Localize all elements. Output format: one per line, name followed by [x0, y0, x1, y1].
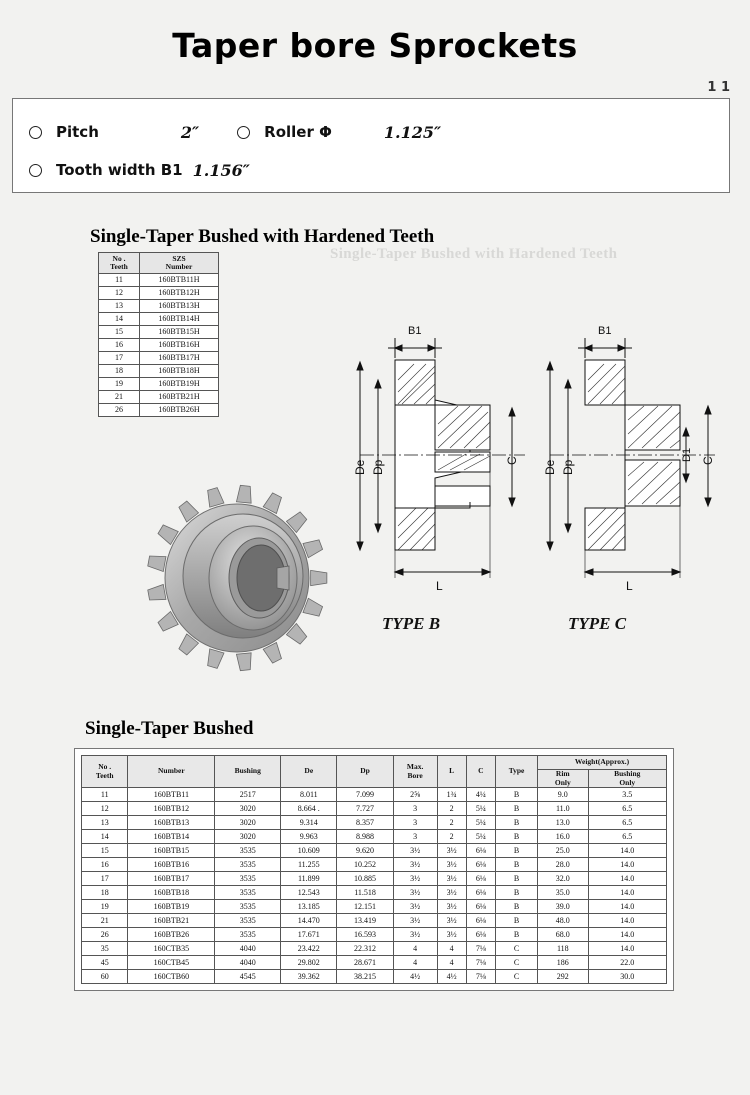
table-cell: 17.671: [281, 928, 337, 942]
table-cell: 18: [82, 886, 128, 900]
table-cell: 28.0: [538, 858, 588, 872]
spec-row-pitch-roller: [13, 113, 729, 151]
table-row: [82, 788, 667, 802]
table-cell: 6⅛: [466, 872, 495, 886]
table-cell: 9.0: [538, 788, 588, 802]
table-cell: 5¼: [466, 830, 495, 844]
table-cell: 14.0: [588, 928, 666, 942]
table-cell: 16: [99, 339, 140, 352]
table-cell: 3535: [215, 886, 281, 900]
table-cell: 160BTB13: [128, 816, 215, 830]
table-cell: 3½: [437, 928, 466, 942]
table-header-row-top: [82, 756, 667, 770]
table-cell: B: [496, 886, 538, 900]
table-cell: 3½: [393, 844, 437, 858]
table-cell: C: [496, 942, 538, 956]
table-cell: 14.470: [281, 914, 337, 928]
table-cell: 15: [99, 326, 140, 339]
table-cell: 4: [393, 956, 437, 970]
col-header-teeth-line1: No .: [98, 762, 112, 771]
table-cell: 3535: [215, 928, 281, 942]
table-cell: 7⅛: [466, 956, 495, 970]
drawings-svg: [330, 300, 730, 660]
table-cell: B: [496, 900, 538, 914]
pitch-value: 2″: [180, 122, 200, 142]
table-cell: 3: [393, 802, 437, 816]
table-cell: 3½: [393, 900, 437, 914]
table-cell: 9.963: [281, 830, 337, 844]
col-header-max-bore: [393, 756, 437, 788]
table-cell: 3½: [393, 886, 437, 900]
svg-text:C: C: [505, 456, 519, 465]
table-cell: 160CTB60: [128, 970, 215, 984]
scan-artifact-mark: 1 1: [707, 80, 730, 95]
table-cell: 68.0: [538, 928, 588, 942]
table-cell: 14: [82, 830, 128, 844]
table-cell: 12.151: [337, 900, 393, 914]
col-header-teeth-line2: Teeth: [95, 770, 114, 780]
sprocket-tooth: [208, 649, 224, 669]
svg-text:C: C: [701, 456, 715, 465]
col-header-rim-line2: Only: [554, 777, 571, 787]
table-cell: 3020: [215, 830, 281, 844]
table-row: [82, 928, 667, 942]
sprocket-tooth: [148, 584, 166, 600]
svg-text:B1: B1: [408, 325, 422, 337]
table-cell: 160BTB26H: [140, 404, 219, 417]
table-cell: 48.0: [538, 914, 588, 928]
table-cell: 8.011: [281, 788, 337, 802]
table-cell: 22.312: [337, 942, 393, 956]
table-cell: 160BTB26: [128, 928, 215, 942]
table-cell: 3½: [393, 914, 437, 928]
table-cell: 3½: [393, 928, 437, 942]
table-row: [99, 391, 219, 404]
table-cell: 2⅝: [393, 788, 437, 802]
table-cell: 3020: [215, 816, 281, 830]
table-cell: 13.185: [281, 900, 337, 914]
table-cell: 10.609: [281, 844, 337, 858]
col-header-number: Number: [128, 756, 215, 788]
table-cell: 39.0: [538, 900, 588, 914]
table-cell: 160BTB11H: [140, 274, 219, 287]
table-cell: 17: [82, 872, 128, 886]
table-cell: 3½: [437, 914, 466, 928]
table-cell: 45: [82, 956, 128, 970]
table-cell: 4½: [393, 970, 437, 984]
table-cell: C: [496, 956, 538, 970]
table-cell: 14.0: [588, 886, 666, 900]
table-cell: 160BTB12H: [140, 287, 219, 300]
table-row: [82, 942, 667, 956]
table-cell: 11: [82, 788, 128, 802]
svg-text:L: L: [436, 579, 443, 593]
roller-label: Roller Φ: [264, 123, 332, 141]
table-cell: B: [496, 802, 538, 816]
bullet-icon: [237, 126, 250, 139]
spec-row-tooth-width: [13, 151, 729, 189]
col-header-bushing: Bushing: [215, 756, 281, 788]
table-cell: 160BTB18: [128, 886, 215, 900]
table-cell: 4545: [215, 970, 281, 984]
sprocket-tooth: [148, 556, 166, 572]
svg-text:B1: B1: [598, 325, 612, 337]
table-row: [99, 378, 219, 391]
table-cell: C: [496, 970, 538, 984]
section-heading-bushed: Single-Taper Bushed: [85, 718, 254, 739]
table-cell: 160CTB35: [128, 942, 215, 956]
table-cell: 17: [99, 352, 140, 365]
table-cell: 160BTB17H: [140, 352, 219, 365]
table-row: [82, 956, 667, 970]
svg-text:D1: D1: [681, 447, 693, 462]
table-cell: 14.0: [588, 844, 666, 858]
table-cell: 22.0: [588, 956, 666, 970]
col-header-szs-number: [140, 253, 219, 274]
table-cell: 3: [393, 816, 437, 830]
table-cell: 160BTB17: [128, 872, 215, 886]
table-row: [99, 326, 219, 339]
type-b-label: TYPE B: [382, 614, 441, 633]
table-cell: 13.0: [538, 816, 588, 830]
table-cell: 3535: [215, 872, 281, 886]
table-cell: 3020: [215, 802, 281, 816]
table-cell: 3535: [215, 900, 281, 914]
table-row: [82, 872, 667, 886]
table-row: [99, 300, 219, 313]
sprocket-tooth: [208, 488, 224, 508]
table-cell: 14: [99, 313, 140, 326]
table-cell: 6.5: [588, 830, 666, 844]
table-row: [99, 352, 219, 365]
table-cell: 11.899: [281, 872, 337, 886]
table-cell: 26: [99, 404, 140, 417]
table-cell: 9.620: [337, 844, 393, 858]
sprocket-engineering-drawings: [330, 300, 730, 660]
table-cell: 14.0: [588, 942, 666, 956]
table-cell: 4¼: [466, 788, 495, 802]
table-cell: 11.518: [337, 886, 393, 900]
table-cell: 16: [82, 858, 128, 872]
table-row: [99, 339, 219, 352]
table-cell: 4: [393, 942, 437, 956]
table-cell: 6⅛: [466, 900, 495, 914]
svg-text:De: De: [543, 459, 557, 475]
table-cell: 16.593: [337, 928, 393, 942]
table-cell: 12: [99, 287, 140, 300]
table-cell: 6⅛: [466, 914, 495, 928]
table-row: [99, 404, 219, 417]
table-cell: 6⅛: [466, 844, 495, 858]
table-cell: 160BTB18H: [140, 365, 219, 378]
table-row: [99, 313, 219, 326]
table-cell: 1¾: [437, 788, 466, 802]
table-cell: 2517: [215, 788, 281, 802]
sprocket-illustration: [130, 478, 345, 683]
table-cell: B: [496, 858, 538, 872]
table-cell: 160BTB15H: [140, 326, 219, 339]
col-header-szs-line2: Number: [165, 262, 193, 271]
table-cell: B: [496, 872, 538, 886]
table-row: [82, 970, 667, 984]
col-header-max-bore-line2: Bore: [407, 770, 423, 780]
svg-text:L: L: [626, 579, 633, 593]
table-cell: 18: [99, 365, 140, 378]
table-cell: 292: [538, 970, 588, 984]
svg-text:Dp: Dp: [561, 459, 575, 475]
col-header-teeth-line1: No .: [112, 253, 126, 263]
table-cell: B: [496, 788, 538, 802]
table-cell: 11: [99, 274, 140, 287]
table-cell: 14.0: [588, 872, 666, 886]
table-row: [82, 900, 667, 914]
table-cell: 2: [437, 802, 466, 816]
table-cell: 7⅛: [466, 970, 495, 984]
table-cell: 3535: [215, 858, 281, 872]
table-cell: 6.5: [588, 802, 666, 816]
table-cell: 28.671: [337, 956, 393, 970]
table-cell: 8.988: [337, 830, 393, 844]
col-header-teeth-line2: Teeth: [110, 262, 128, 271]
table-cell: 7.099: [337, 788, 393, 802]
hardened-teeth-table: [98, 252, 219, 417]
page-title: Taper bore Sprockets: [172, 26, 578, 65]
table-cell: 160BTB19: [128, 900, 215, 914]
table-cell: 19: [82, 900, 128, 914]
table-row: [82, 802, 667, 816]
table-cell: 3½: [393, 872, 437, 886]
table-cell: 160BTB21H: [140, 391, 219, 404]
table-cell: 3½: [437, 858, 466, 872]
table-row: [82, 858, 667, 872]
spec-box: [12, 98, 730, 193]
table-cell: 15: [82, 844, 128, 858]
table-cell: 6⅛: [466, 928, 495, 942]
sprocket-tooth: [236, 485, 251, 503]
table-cell: 12.543: [281, 886, 337, 900]
table-cell: 26: [82, 928, 128, 942]
table-cell: 16.0: [538, 830, 588, 844]
pitch-label: Pitch: [56, 123, 99, 141]
table-cell: 3.5: [588, 788, 666, 802]
table-cell: 35.0: [538, 886, 588, 900]
single-taper-bushed-table-wrap: [74, 748, 674, 991]
table-cell: 29.802: [281, 956, 337, 970]
table-cell: 5¼: [466, 802, 495, 816]
table-cell: 160BTB16: [128, 858, 215, 872]
table-cell: 10.885: [337, 872, 393, 886]
table-cell: 6⅛: [466, 858, 495, 872]
tooth-width-value: 1.156″: [192, 160, 250, 180]
table-cell: B: [496, 914, 538, 928]
bullet-icon: [29, 126, 42, 139]
col-header-rim-line1: Rim: [555, 769, 570, 778]
table-cell: 7.727: [337, 802, 393, 816]
table-cell: 12: [82, 802, 128, 816]
table-cell: 10.252: [337, 858, 393, 872]
table-cell: 4040: [215, 956, 281, 970]
table-cell: 60: [82, 970, 128, 984]
svg-text:Dp: Dp: [371, 459, 385, 475]
col-header-type: Type: [496, 756, 538, 788]
table-cell: 19: [99, 378, 140, 391]
table-cell: 3½: [437, 886, 466, 900]
table-cell: 160BTB21: [128, 914, 215, 928]
table-cell: 14.0: [588, 900, 666, 914]
table-cell: 4: [437, 942, 466, 956]
roller-value: 1.125″: [383, 122, 442, 142]
col-header-bushonly-line2: Only: [619, 777, 636, 787]
table-cell: B: [496, 816, 538, 830]
col-header-rim-only: [538, 770, 588, 788]
table-cell: 3½: [437, 872, 466, 886]
table-cell: 5¼: [466, 816, 495, 830]
table-cell: B: [496, 928, 538, 942]
table-cell: 3½: [393, 858, 437, 872]
table-cell: 3535: [215, 914, 281, 928]
svg-text:De: De: [353, 459, 367, 475]
table-row: [99, 287, 219, 300]
table-cell: 8.664 .: [281, 802, 337, 816]
table-cell: 6.5: [588, 816, 666, 830]
table-cell: 4½: [437, 970, 466, 984]
table-row: [82, 844, 667, 858]
table-cell: 30.0: [588, 970, 666, 984]
table-cell: B: [496, 844, 538, 858]
table-cell: 21: [99, 391, 140, 404]
col-header-l: L: [437, 756, 466, 788]
section-heading-hardened: Single-Taper Bushed with Hardened Teeth: [90, 226, 435, 247]
table-cell: 6⅛: [466, 886, 495, 900]
col-header-bushonly-line1: Bushing: [614, 769, 641, 778]
table-cell: 35: [82, 942, 128, 956]
table-cell: 21: [82, 914, 128, 928]
table-cell: 11.255: [281, 858, 337, 872]
ghost-watermark-text: Single-Taper Bushed with Hardened Teeth: [330, 246, 618, 262]
bullet-icon: [29, 164, 42, 177]
table-cell: 160BTB14: [128, 830, 215, 844]
col-header-max-bore-line1: Max.: [406, 762, 424, 771]
table-cell: 3: [393, 830, 437, 844]
table-cell: 160BTB15: [128, 844, 215, 858]
table-row: [99, 274, 219, 287]
table-cell: 13.419: [337, 914, 393, 928]
col-header-weight-group: Weight(Approx.): [538, 756, 667, 770]
table-cell: 3½: [437, 844, 466, 858]
col-header-szs-line1: SZS: [172, 253, 186, 263]
col-header-teeth: [99, 253, 140, 274]
table-cell: 3½: [437, 900, 466, 914]
table-header-row: [99, 253, 219, 274]
table-cell: 13: [99, 300, 140, 313]
table-cell: 160BTB12: [128, 802, 215, 816]
table-cell: 9.314: [281, 816, 337, 830]
table-row: [82, 886, 667, 900]
table-cell: 4040: [215, 942, 281, 956]
col-header-de: De: [281, 756, 337, 788]
table-row: [82, 830, 667, 844]
table-cell: 14.0: [588, 858, 666, 872]
tooth-width-label: Tooth width B1: [56, 161, 183, 179]
table-cell: 4: [437, 956, 466, 970]
table-cell: 8.357: [337, 816, 393, 830]
table-cell: 39.362: [281, 970, 337, 984]
table-cell: 160BTB14H: [140, 313, 219, 326]
table-cell: 32.0: [538, 872, 588, 886]
table-cell: 13: [82, 816, 128, 830]
table-cell: 186: [538, 956, 588, 970]
single-taper-bushed-table: [81, 755, 667, 984]
table-cell: 11.0: [538, 802, 588, 816]
type-c-label: TYPE C: [568, 614, 627, 633]
sprocket-tooth: [236, 653, 251, 671]
sprocket-tooth: [311, 570, 327, 585]
table-row: [99, 365, 219, 378]
table-cell: B: [496, 830, 538, 844]
table-cell: 160BTB16H: [140, 339, 219, 352]
col-header-teeth: [82, 756, 128, 788]
table-row: [82, 914, 667, 928]
table-row: [82, 816, 667, 830]
table-cell: 2: [437, 830, 466, 844]
table-cell: 38.215: [337, 970, 393, 984]
table-cell: 14.0: [588, 914, 666, 928]
table-cell: 23.422: [281, 942, 337, 956]
col-header-bushing-only: [588, 770, 666, 788]
table-cell: 2: [437, 816, 466, 830]
table-cell: 160BTB11: [128, 788, 215, 802]
table-cell: 25.0: [538, 844, 588, 858]
col-header-dp: Dp: [337, 756, 393, 788]
table-cell: 160BTB13H: [140, 300, 219, 313]
table-cell: 160BTB19H: [140, 378, 219, 391]
table-cell: 160CTB45: [128, 956, 215, 970]
table-cell: 118: [538, 942, 588, 956]
col-header-c: C: [466, 756, 495, 788]
table-cell: 3535: [215, 844, 281, 858]
sprocket-product-photo: [130, 478, 345, 683]
table-cell: 7⅛: [466, 942, 495, 956]
